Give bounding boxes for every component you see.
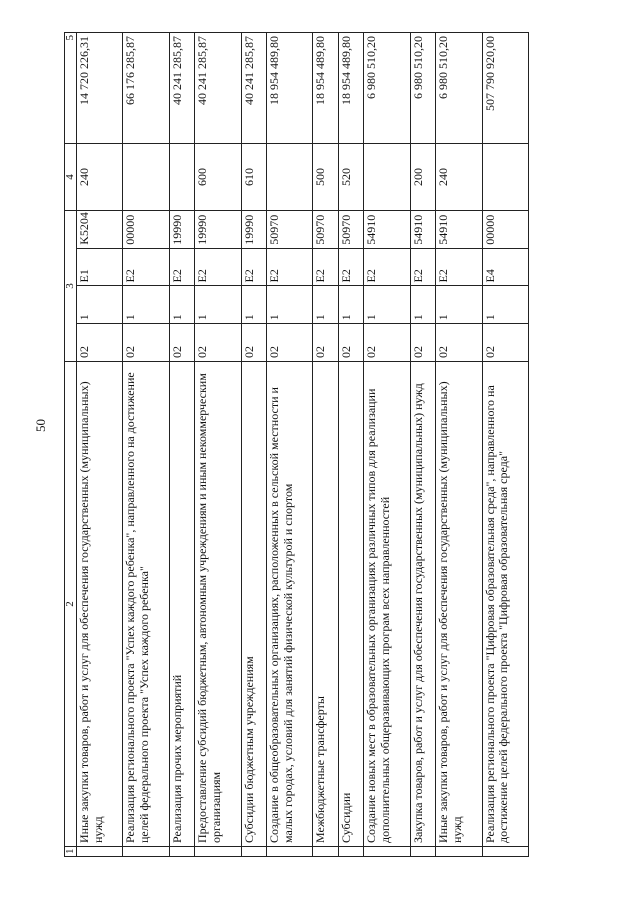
row-name: Создание новых мест в образовательных организациях различных типов для реализации дополнительных общеразвивающих програм всех направленностей (364, 362, 410, 847)
row-code-program: 02 (338, 324, 363, 362)
row-col-1 (436, 847, 482, 857)
row-col-1 (338, 847, 363, 857)
row-name: Субсидии (338, 362, 363, 847)
row-expense-type: 240 (436, 144, 482, 211)
row-code-direction: 50970 (313, 211, 338, 249)
header-col-5: 5 (65, 33, 77, 144)
row-col-1 (123, 847, 169, 857)
row-expense-type (169, 144, 194, 211)
row-code-program: 02 (410, 324, 435, 362)
row-expense-type: 240 (77, 144, 123, 211)
row-expense-type: 610 (241, 144, 266, 211)
row-code-subprogram: 1 (410, 286, 435, 324)
row-expense-type (123, 144, 169, 211)
row-name: Межбюджетные трансферты (313, 362, 338, 847)
row-code-program: 02 (169, 324, 194, 362)
budget-table (64, 32, 529, 857)
row-expense-type: 200 (410, 144, 435, 211)
row-name: Создание в общеобразовательных организациях, расположенных в сельской местности и малых городах, условий для занятий физической культурой и спортом (267, 362, 313, 847)
table-row (364, 33, 410, 857)
row-code-program: 02 (241, 324, 266, 362)
row-name: Иные закупки товаров, работ и услуг для обеспечения государственных (муниципальных) нужд (436, 362, 482, 847)
row-name: Реализация прочих мероприятий (169, 362, 194, 847)
table-row (169, 33, 194, 857)
row-name: Закупка товаров, работ и услуг для обеспечения государственных (муниципальных) нужд (410, 362, 435, 847)
row-code-subprogram: 1 (77, 286, 123, 324)
row-code-direction: 54910 (364, 211, 410, 249)
table-row (241, 33, 266, 857)
row-code-subprogram: 1 (364, 286, 410, 324)
row-code-program: 02 (123, 324, 169, 362)
row-expense-type: 500 (313, 144, 338, 211)
row-code-program: 02 (313, 324, 338, 362)
row-code-direction: 50970 (338, 211, 363, 249)
row-code-project: E4 (482, 248, 528, 286)
row-col-1 (195, 847, 241, 857)
row-code-program: 02 (77, 324, 123, 362)
row-code-project: E2 (410, 248, 435, 286)
row-code-direction: 19990 (169, 211, 194, 249)
row-code-subprogram: 1 (195, 286, 241, 324)
row-code-subprogram: 1 (123, 286, 169, 324)
row-amount: 6 980 510,20 (364, 33, 410, 144)
row-expense-type: 520 (338, 144, 363, 211)
row-amount: 18 954 489,80 (313, 33, 338, 144)
page-number: 50 (33, 419, 48, 432)
row-col-1 (169, 847, 194, 857)
row-code-project: E2 (313, 248, 338, 286)
row-code-program: 02 (195, 324, 241, 362)
table-row (482, 33, 528, 857)
table-row (313, 33, 338, 857)
table-row (436, 33, 482, 857)
row-expense-type (482, 144, 528, 211)
row-amount: 6 980 510,20 (410, 33, 435, 144)
row-code-direction: 54910 (410, 211, 435, 249)
row-code-project: E1 (77, 248, 123, 286)
row-col-1 (313, 847, 338, 857)
row-code-project: E2 (338, 248, 363, 286)
row-code-direction: 00000 (482, 211, 528, 249)
row-code-subprogram: 1 (169, 286, 194, 324)
row-code-program: 02 (436, 324, 482, 362)
row-code-subprogram: 1 (241, 286, 266, 324)
row-code-direction: 19990 (195, 211, 241, 249)
row-code-program: 02 (482, 324, 528, 362)
row-name: Иные закупки товаров, работ и услуг для обеспечения государственных (муниципальных) нужд (77, 362, 123, 847)
row-code-direction: 54910 (436, 211, 482, 249)
row-code-subprogram: 1 (482, 286, 528, 324)
row-code-project: E2 (195, 248, 241, 286)
row-code-program: 02 (364, 324, 410, 362)
row-col-1 (482, 847, 528, 857)
row-code-subprogram: 1 (313, 286, 338, 324)
row-amount: 40 241 285,87 (169, 33, 194, 144)
table-row (195, 33, 241, 857)
table-row (410, 33, 435, 857)
row-name: Реализация регионального проекта "Цифровая образовательная среда", направленного на достижение целей федерального проекта "Цифровая образовательная среда" (482, 362, 528, 847)
row-amount: 18 954 489,80 (338, 33, 363, 144)
header-col-3: 3 (65, 211, 77, 362)
row-amount: 507 790 920,00 (482, 33, 528, 144)
row-code-project: E2 (364, 248, 410, 286)
row-amount: 6 980 510,20 (436, 33, 482, 144)
row-amount: 14 720 226,31 (77, 33, 123, 144)
row-code-program: 02 (267, 324, 313, 362)
row-code-project: E2 (267, 248, 313, 286)
table-row (77, 33, 123, 857)
table-row (267, 33, 313, 857)
row-name: Субсидии бюджетным учреждениям (241, 362, 266, 847)
row-code-subprogram: 1 (436, 286, 482, 324)
budget-table-sheet (64, 32, 529, 857)
row-col-1 (410, 847, 435, 857)
header-row (65, 33, 77, 857)
table-row (123, 33, 169, 857)
header-col-1: 1 (65, 847, 77, 857)
row-code-direction: 00000 (123, 211, 169, 249)
table-row (338, 33, 363, 857)
row-col-1 (241, 847, 266, 857)
row-code-project: E2 (241, 248, 266, 286)
row-code-direction: 50970 (267, 211, 313, 249)
header-col-4: 4 (65, 144, 77, 211)
row-col-1 (364, 847, 410, 857)
row-code-subprogram: 1 (338, 286, 363, 324)
row-code-direction: 19990 (241, 211, 266, 249)
row-col-1 (267, 847, 313, 857)
row-code-project: E2 (436, 248, 482, 286)
row-expense-type: 600 (195, 144, 241, 211)
row-amount: 40 241 285,87 (241, 33, 266, 144)
row-name: Реализация регионального проекта "Успех каждого ребенка", направленного на достижение целей федерального проекта "Успех каждого ребенка" (123, 362, 169, 847)
row-expense-type (364, 144, 410, 211)
row-amount: 18 954 489,80 (267, 33, 313, 144)
row-col-1 (77, 847, 123, 857)
row-name: Предоставление субсидий бюджетным, автономным учреждениям и иным некоммерческим организациям (195, 362, 241, 847)
row-expense-type (267, 144, 313, 211)
row-amount: 66 176 285,87 (123, 33, 169, 144)
row-code-subprogram: 1 (267, 286, 313, 324)
row-code-project: E2 (169, 248, 194, 286)
row-code-project: E2 (123, 248, 169, 286)
row-amount: 40 241 285,87 (195, 33, 241, 144)
row-code-direction: K5204 (77, 211, 123, 249)
header-col-2: 2 (65, 362, 77, 847)
